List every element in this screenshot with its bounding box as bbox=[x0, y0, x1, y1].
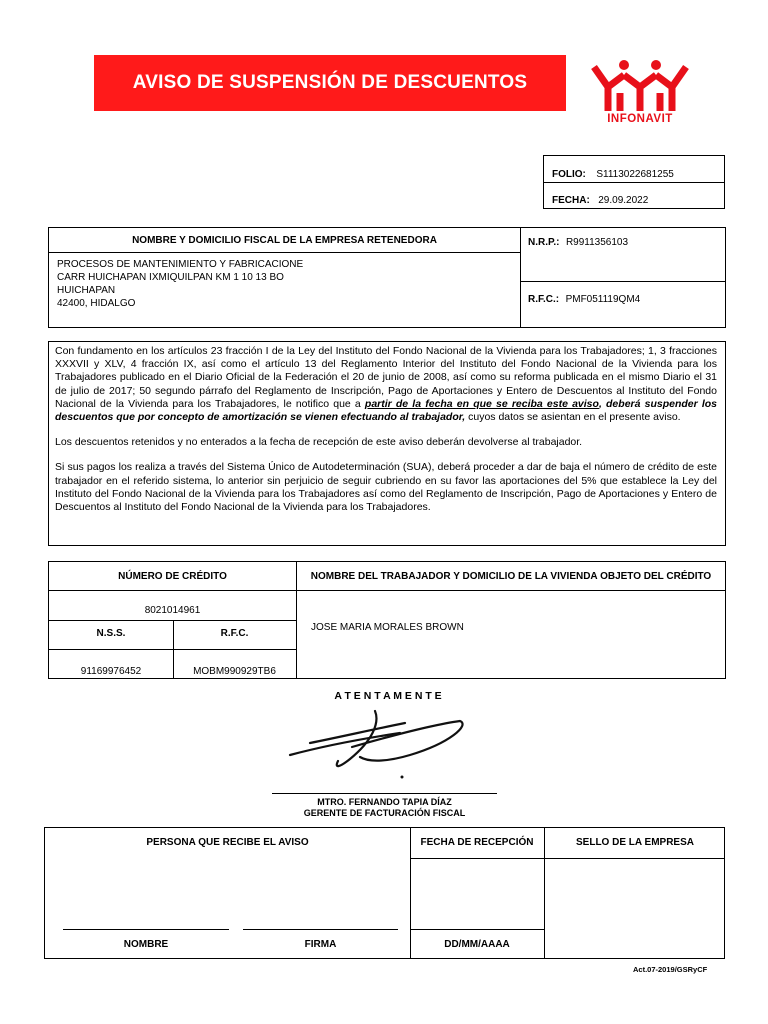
persona-heading: PERSONA QUE RECIBE EL AVISO bbox=[146, 837, 309, 848]
empresa-zip: 42400, HIDALGO bbox=[57, 298, 136, 309]
logo-text: INFONAVIT bbox=[607, 113, 673, 125]
fecha-value: 29.09.2022 bbox=[598, 195, 649, 206]
numero-credito-value: 8021014961 bbox=[144, 605, 201, 616]
atentamente-label: A T E N T A M E N T E bbox=[334, 690, 442, 702]
signatory-name: MTRO. FERNANDO TAPIA DÍAZ bbox=[317, 797, 452, 807]
recepcion-table bbox=[44, 827, 725, 959]
rfc-trabajador-value: MOBM990929TB6 bbox=[193, 666, 276, 677]
nss-value: 91169976452 bbox=[80, 666, 142, 677]
sello-heading: SELLO DE LA EMPRESA bbox=[576, 837, 694, 848]
credito-table bbox=[48, 561, 726, 679]
empresa-name: PROCESOS DE MANTENIMIENTO Y FABRICACIONE bbox=[57, 259, 304, 270]
nss-label: N.S.S. bbox=[96, 628, 126, 639]
rfc-label: R.F.C.: bbox=[528, 294, 560, 305]
nrp-label: N.R.P.: bbox=[528, 237, 560, 248]
infonavit-logo bbox=[588, 57, 692, 127]
rfc-trabajador-label: R.F.C. bbox=[220, 628, 249, 639]
fecha-label: FECHA: bbox=[552, 195, 590, 206]
infonavit-house-icon bbox=[588, 57, 692, 115]
nrp-value: R9911356103 bbox=[565, 237, 629, 248]
legal-paragraph-3: Si sus pagos los realiza a través del Sistema Único de Autodeterminación (SUA), deberá proceder a dar de baja el número de crédito de este trabajador en el referido sistema, lo anterior sin perjuicio de seguir cubriendo en su favor las aportaciones del 5% que establece la Ley del Instituto del Fondo Nacional de la Vivienda para los Trabajadores así como del Reglamento de Inscripción, Pago de Aportaciones y Entero de Descuentos al Instituto del Fondo Nacional de la Vivienda para los Trabajadores. bbox=[55, 461, 717, 514]
empresa-address: CARR HUICHAPAN IXMIQUILPAN KM 1 10 13 BO bbox=[57, 272, 284, 283]
signature-image bbox=[280, 703, 480, 783]
firma-signature-line[interactable] bbox=[243, 929, 398, 930]
firma-label: FIRMA bbox=[304, 939, 337, 950]
legal-text bbox=[55, 345, 717, 514]
fecha-format-label: DD/MM/AAAA bbox=[444, 939, 510, 950]
legal-paragraph-2: Los descuentos retenidos y no enterados a la fecha de recepción de este aviso deberán devolverse al trabajador. bbox=[55, 436, 583, 449]
nombre-signature-line[interactable] bbox=[63, 929, 229, 930]
emphasis-suspend: , deberá suspender los descuentos que por concepto de amortización se vienen efectuando al trabajador, bbox=[55, 397, 718, 424]
legal-text-box bbox=[48, 341, 726, 546]
rfc-value: PMF051119QM4 bbox=[565, 294, 641, 305]
fecha-recepcion-heading: FECHA DE RECEPCIÓN bbox=[420, 837, 534, 848]
emphasis-date: partir de la fecha en que se reciba este aviso bbox=[364, 397, 599, 410]
folio-box bbox=[543, 155, 725, 209]
folio-label: FOLIO: bbox=[552, 169, 586, 180]
empresa-heading: NOMBRE Y DOMICILIO FISCAL DE LA EMPRESA RETENEDORA bbox=[132, 235, 437, 246]
empresa-city: HUICHAPAN bbox=[57, 285, 116, 296]
form-code: Act.07-2019/GSRyCF bbox=[633, 965, 708, 974]
document-title: AVISO DE SUSPENSIÓN DE DESCUENTOS bbox=[94, 55, 566, 111]
numero-credito-heading: NÚMERO DE CRÉDITO bbox=[118, 571, 227, 582]
legal-paragraph-1: Con fundamento en los artículos 23 fracción I de la Ley del Instituto del Fondo Nacional de la Vivienda para los Trabajadores; 1, 3 fracciones XXXVII y XLV, 4 fracción IX, así como el artículo 13 del Reglamento Interior del Instituto del Fondo Nacional de la Vivienda para los Trabajadores publicado en el Diario Oficial de la Federación el 20 de junio de 2008, así como su reforma publicada en el mismo Diario el 31 de julio de 2017; 50 segundo párrafo del Reglamento de Inscripción, Pago de Aportaciones y Entero de Descuentos al Instituto del Fondo Nacional de la Vivienda para los Trabajadores, le notifico que a partir de la fecha en que se reciba este aviso, deberá suspender los descuentos que por concepto de amortización se vienen efectuando al trabajador, cuyos datos se asientan en el presente aviso. bbox=[55, 345, 718, 424]
empresa-box bbox=[48, 227, 726, 328]
nombre-label: NOMBRE bbox=[123, 939, 169, 950]
signatory-title: GERENTE DE FACTURACIÓN FISCAL bbox=[303, 808, 466, 818]
folio-value: S1113022681255 bbox=[596, 169, 674, 180]
trabajador-heading: NOMBRE DEL TRABAJADOR Y DOMICILIO DE LA VIVIENDA OBJETO DEL CRÉDITO bbox=[310, 571, 712, 582]
trabajador-name: JOSE MARIA MORALES BROWN bbox=[311, 622, 464, 633]
